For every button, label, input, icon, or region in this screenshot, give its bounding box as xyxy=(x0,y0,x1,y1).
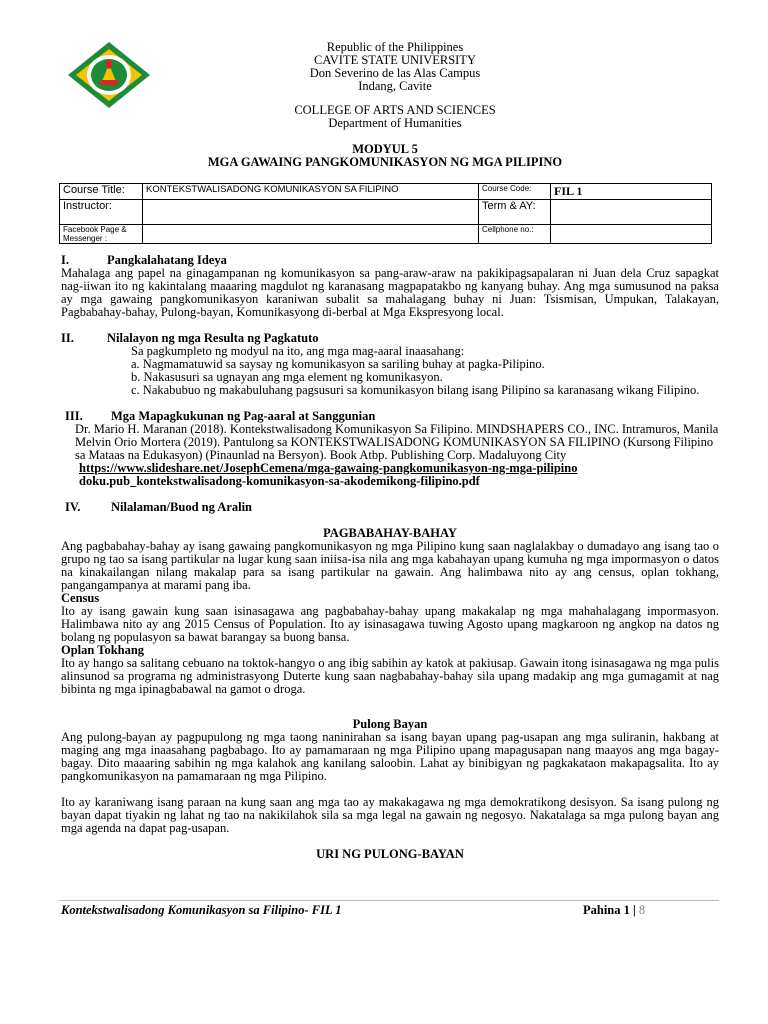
facebook-value xyxy=(143,225,479,244)
census-title: Census xyxy=(61,591,100,605)
module-title: MGA GAWAING PANGKOMUNIKASYON NG MGA PILIPINO xyxy=(207,155,563,169)
section-3-title: Mga Mapagkukunan ng Pag-aaral at Sanggunian xyxy=(111,409,376,423)
footer-page-total: 8 xyxy=(638,903,646,917)
section-2-number: II. xyxy=(61,331,74,345)
module-content xyxy=(61,254,719,861)
objective-c: c. Nakabubuo ng makabuluhang pagsusuri sa komunikasyon bilang isang Pilipino sa karanasang wikang Filipino. xyxy=(131,383,700,397)
footer-page-number xyxy=(583,903,645,918)
section-1-body: Mahalaga ang papel na ginagampanan ng komunikasyon sa pang-araw-araw na pakikipagsapalaran ni Juan dela Cruz sapagkat nag-iiwan ito ng kakintalang maaaring magdulot ng karanasang magpapatakbo ng kanyang buhay. Ang mga sumusunod na paksa ay mga gawaing pangkomunikasyon karaniwan subalit sa mahalagang buhay ni Juan: Tsismisan, Umpukan, Talakayan, Pagbabahay-bahay, Pulong-bayan, Komunikasyong di-berbal at Mga Ekspresyong local. xyxy=(61,266,719,319)
oplan-body: Ito ay hango sa salitang cebuano na toktok-hangyo o ang ibig sabihin ay katok at pakiusap. Gawain itong isinasagawa ng mga pulis alinsunod sa programa ng administrasyong Duterte kung saan nagbabahay-bahay sila upang madakip ang mga gumagamit at nag bibinta ng mga ipinagbabawal na gamot o droga. xyxy=(61,656,719,696)
facebook-label: Facebook Page & Messenger : xyxy=(60,225,143,244)
header-university: CAVITE STATE UNIVERSITY xyxy=(314,53,476,67)
course-code-value: FIL 1 xyxy=(551,184,712,200)
section-3-number: III. xyxy=(65,409,83,423)
reference-2: Melvin Orio Mortera (2019). Pantulong sa KONTEKSTWALISADONG KOMUNIKASYON SA FILIPINO (Kursong Filipino sa Mataas na Edukasyon) (Pinaunlad na Bersyon). Book Atbp. Publishing Corp. Madaluyong City xyxy=(75,435,714,462)
header-location: Indang, Cavite xyxy=(358,79,432,93)
reference-1: Dr. Mario H. Maranan (2018). Kontekstwalisadong Komunikasyon Sa Filipino. MINDSHAPERS CO., INC. Intramuros, Manila xyxy=(75,422,719,436)
instructor-value xyxy=(143,200,479,225)
lesson-paragraph-1: Ang pagbabahay-bahay ay isang gawaing pangkomunikasyon ng mga Pilipino kung saan naglalakbay o dumadayo ang isang tao o grupo ng tao sa isang partikular na lugar kung saan iniisa-isa nila ang mga kabahayan upang kumuha ng mga impormasyon o datos na kinakailangan nilang makalap para sa isang partikular na gawain. Ang halimbawa nito ay ang census, oplan tokhang, pangangampanya at marami pang iba. xyxy=(61,539,719,592)
course-title-value: KONTEKSTWALISADONG KOMUNIKASYON SA FILIPINO xyxy=(143,184,479,200)
lesson-paragraph-3: Ito ay karaniwang isang paraan na kung saan ang mga tao ay makakagawa ng mga demokratikong desisyon. Sa isang pulong ng bayan dapat tiyakin ng lahat ng tao na nakikilahok sila sa mga legal na gawain ng negosyo. Nakatalaga sa mga pulong bayan ang mga agenda na dapat pag-usapan. xyxy=(61,795,719,835)
census-body: Ito ay isang gawain kung saan isinasagawa ang pagbabahay-bahay upang makakalap ng mga mahahalagang impormasyon. Halimbawa nito ay ang 2015 Census of Population. Ito ay isinasagawa tuwing Agosto upang magkaroon ng angkop na datos ng bolang ng populasyon sa bawat barangay sa buong bansa. xyxy=(61,604,719,644)
header-republic: Republic of the Philippines xyxy=(326,40,464,54)
section-2-title: Nilalayon ng mga Resulta ng Pagkatuto xyxy=(107,331,319,345)
term-label: Term & AY: xyxy=(479,200,551,225)
module-heading xyxy=(60,143,710,169)
header-department: Department of Humanities xyxy=(328,116,462,130)
section-2-intro: Sa pagkumpleto ng modyul na ito, ang mga mag-aaral inaasahang: xyxy=(131,344,465,358)
footer-page-separator: | xyxy=(633,903,636,917)
module-number: MODYUL 5 xyxy=(352,142,418,156)
lesson-heading-pagbabahay: PAGBABAHAY-BAHAY xyxy=(323,526,457,540)
lesson-heading-pulong-bayan: Pulong Bayan xyxy=(352,717,428,731)
section-1-title: Pangkalahatang Ideya xyxy=(107,253,227,267)
lesson-paragraph-2: Ang pulong-bayan ay pagpupulong ng mga taong naninirahan sa isang bayan upang pag-usapan ang mga suliranin, hakbang at maging ang mga inaasahang pagbabago. Ito ay pamamaraan ng mga Pilipino upang mapagusapan nang maayos ang mga bagay-bagay. Dito maaaring sabihin ng mga kalahok ang kanilang saloobin. Lahat ay binibigyan ng pagkakataon makapagsalita. Ito ay pangkomunikasyon na pamamaraan ng mga Pilipino. xyxy=(61,730,719,783)
cellphone-label: Cellphone no.: xyxy=(479,225,551,244)
course-code-label: Course Code: xyxy=(479,184,551,200)
letterhead xyxy=(140,41,650,130)
section-4-title: Nilalaman/Buod ng Aralin xyxy=(111,500,253,514)
section-4-number: IV. xyxy=(65,500,81,514)
footer-page-current: 1 xyxy=(623,903,630,917)
reference-document: doku.pub_kontekstwalisadong-komunikasyon-sa-akodemikong-filipino.pdf xyxy=(79,474,480,488)
header-campus: Don Severino de las Alas Campus xyxy=(309,66,481,80)
reference-link[interactable]: https://www.slideshare.net/JosephCemena/mga-gawaing-pangkomunikasyon-ng-mga-pilipino xyxy=(79,461,578,475)
header-college: COLLEGE OF ARTS AND SCIENCES xyxy=(294,103,496,117)
instructor-label: Instructor: xyxy=(60,200,143,225)
section-4-heading xyxy=(61,501,719,514)
objective-a: a. Nagmamatuwid sa saysay ng komunikasyon sa sariling buhay at pagka-Pilipino. xyxy=(131,357,545,371)
course-title-label: Course Title: xyxy=(60,184,143,200)
oplan-title: Oplan Tokhang xyxy=(61,643,145,657)
footer-page-label: Pahina xyxy=(583,903,621,917)
lesson-heading-uri: URI NG PULONG-BAYAN xyxy=(316,847,464,861)
cellphone-value xyxy=(551,225,712,244)
term-value xyxy=(551,200,712,225)
section-1-number: I. xyxy=(61,253,69,267)
course-info-table xyxy=(59,183,712,244)
objective-b: b. Nakasusuri sa ugnayan ang mga element ng komunikasyon. xyxy=(131,370,443,384)
footer-course-name: Kontekstwalisadong Komunikasyon sa Filipino- FIL 1 xyxy=(61,903,342,917)
footer-divider xyxy=(59,900,719,901)
